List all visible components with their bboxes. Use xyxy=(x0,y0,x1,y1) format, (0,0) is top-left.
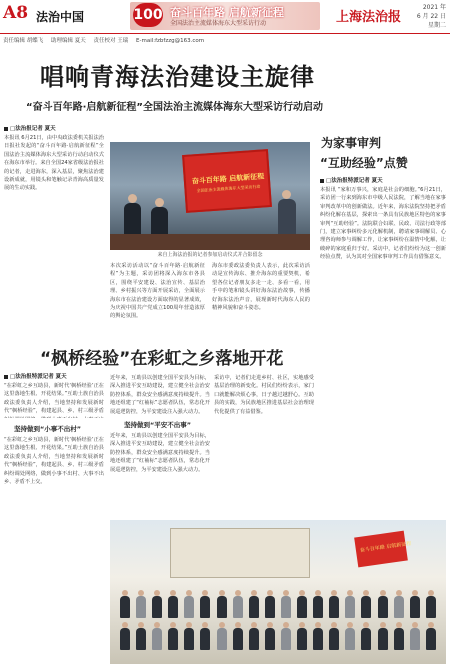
masthead-divider xyxy=(0,33,450,34)
person xyxy=(184,628,194,650)
photo-back-row xyxy=(120,596,436,618)
main-subhead: “奋斗百年路·启航新征程”全国法治主流媒体海东大型采访行动启动 xyxy=(26,102,323,113)
person xyxy=(152,628,162,650)
right-article-byline: □法治报特派记者 夏天 xyxy=(320,176,383,184)
article1-column-3: 海东市委政法委负责人表示，此次采访活动是宣传海东、推介海东的重要契机，希望各位记者朋友多走一走、多看一看，用手中的笔和镜头讲好海东法治故事，传播好海东法治声音，展现新时代海东人民的精神风貌和奋斗姿态。 xyxy=(212,263,310,312)
person xyxy=(233,628,243,650)
person-head xyxy=(155,198,164,207)
right-article-body: 本报讯 “家和万事兴，家庭是社会的细胞。”6月21日，采访团一行来到海东市中级人民法院，了解当地在家事审判改革中的创新做法。近年来，海东法院坚持把矛盾纠纷化解在基层，探索出一条具有民族地区特色的家事审判“互助经验”。法院联合妇联、民政、司法行政等部门，建立家事纠纷多元化解机制，聘请家事调解员、心理咨询师参与调解工作，让家事纠纷在温情中化解，让破碎的家庭重归于好。采访中，记者们纷纷为这一创新经验点赞，认为其对全国家事审判工作具有借鉴意义。 xyxy=(320,187,446,261)
article2-column-1: “在彩虹之乡互助县，新时代‘枫桥经验’正在这里落地生根、开花结果。”互助土族自治县政法委负责人介绍，当地坚持和发展新时代“枫桥经验”，构建起县、乡、村三级矛盾纠纷调处网络，做到小事不出村、大事不出乡、矛盾不上交。 xyxy=(4,437,104,486)
person xyxy=(184,596,194,618)
credit-email: E-mail:fzbfzzg@163.com xyxy=(136,38,205,44)
person xyxy=(426,596,436,618)
group-photo xyxy=(110,520,446,664)
page-number: A8 xyxy=(3,3,29,23)
person xyxy=(200,628,210,650)
banner-subtitle: 全国法治主流媒体海东大型采访行动 xyxy=(170,20,267,27)
person xyxy=(426,628,436,650)
person xyxy=(394,596,404,618)
person xyxy=(361,596,371,618)
editor-credits xyxy=(3,36,447,45)
person xyxy=(120,628,130,650)
article1-column-1: 本报讯 6月21日，由中央政法委机关报法治日报社发起的“奋斗百年路·启航新征程”全国法治主流媒体海东大型采访行动启动仪式在海东市举行。来自全国24家省级法治报社的记者，走进海东，深入基层，聚焦法治建设新成就，用镜头和笔触记录青海高质量发展的生动实践。 xyxy=(4,135,104,192)
photo1-caption: 来自上海法治报的记者参加启动仪式并合影留念 xyxy=(157,252,263,258)
person xyxy=(297,596,307,618)
person xyxy=(329,596,339,618)
article2-column-3: 采访中，记者们走进乡村、社区，实地感受基层治理的新变化。村民们纷纷表示，家门口就能解决烦心事，日子越过越舒心。互助县的实践，为民族地区推进基层社会治理现代化提供了有益借鉴。 xyxy=(214,375,314,415)
issue-date xyxy=(417,3,446,30)
person xyxy=(136,628,146,650)
person xyxy=(120,596,130,618)
person xyxy=(217,596,227,618)
section-name: 法治中国 xyxy=(36,10,85,24)
red-banner xyxy=(182,149,272,213)
section-heading-2: 坚持做到“平安不出事” xyxy=(124,421,192,429)
right-article-title-line1: 为家事审判 xyxy=(321,136,382,150)
article2-column-2: 近年来，互助县以创建全国平安县为目标，深入推进平安互助建设，建立健全社会治安防控体系，群众安全感满意度持续提升。当地还组建了“红袖标”志愿者队伍，常态化开展巡逻防控，为平安建设注入强大动力。 xyxy=(110,433,210,473)
person xyxy=(410,628,420,650)
person xyxy=(410,596,420,618)
date-year: 2021 年 xyxy=(422,4,446,11)
building xyxy=(170,528,310,578)
launch-ceremony-photo xyxy=(110,142,310,250)
credit-item: 责任校对 王瑞 xyxy=(93,38,129,44)
person xyxy=(249,596,259,618)
person xyxy=(152,596,162,618)
person xyxy=(378,628,388,650)
banner-text: 奋斗百年路 启航新征程 xyxy=(191,172,265,186)
person-head xyxy=(282,190,291,199)
person xyxy=(345,596,355,618)
person xyxy=(313,628,323,650)
person xyxy=(394,628,404,650)
article2-column-2-intro: 近年来，互助县以创建全国平安县为目标，深入推进平安互助建设，建立健全社会治安防控体系，群众安全感满意度持续提升。当地还组建了“红袖标”志愿者队伍，常态化开展巡逻防控，为平安建设注入强大动力。 xyxy=(110,375,210,414)
person xyxy=(249,628,259,650)
article2-byline: □法治报特派记者 夏天 xyxy=(4,372,67,380)
article1-byline: □法治报记者 夏天 xyxy=(4,124,56,132)
credit-item: 助理编辑 夏天 xyxy=(51,38,86,44)
anniversary-badge: 100 xyxy=(133,3,163,27)
credit-item: 责任编辑 胡蝶飞 xyxy=(3,38,44,44)
podium-table xyxy=(110,234,310,250)
person xyxy=(265,628,275,650)
person xyxy=(136,596,146,618)
person xyxy=(168,596,178,618)
person xyxy=(281,596,291,618)
person xyxy=(361,628,371,650)
main-headline: 唱响青海法治建设主旋律 xyxy=(40,63,315,91)
person xyxy=(217,628,227,650)
person xyxy=(281,628,291,650)
second-headline: “枫桥经验”在彩虹之乡落地开花 xyxy=(40,349,284,369)
newspaper-logo: 上海法治报 xyxy=(336,10,402,25)
date-week: 星期二 xyxy=(427,22,446,29)
person xyxy=(345,628,355,650)
person-head xyxy=(128,194,137,203)
flag-text: 奋斗百年路 启航新征程 xyxy=(359,540,412,554)
banner-slogan: 奋斗百年路 启航新征程 xyxy=(170,6,284,19)
masthead xyxy=(0,0,450,36)
person xyxy=(297,628,307,650)
person xyxy=(233,596,243,618)
right-article-title-line2: “互助经验”点赞 xyxy=(320,156,408,170)
person xyxy=(378,596,388,618)
red-flag-banner xyxy=(354,531,412,568)
person xyxy=(313,596,323,618)
person xyxy=(329,628,339,650)
article2-column-1-intro: “在彩虹之乡互助县，新时代‘枫桥经验’正在这里落地生根、开花结果。”互助土族自治县政法委负责人介绍，当地坚持和发展新时代“枫桥经验”，构建起县、乡、村三级矛盾 xyxy=(4,383,104,415)
photo-front-row xyxy=(120,628,436,650)
person xyxy=(168,628,178,650)
date-day: 6 月 22 日 xyxy=(416,13,446,20)
section-heading-1: 坚持做到“小事不出村” xyxy=(14,425,82,433)
person xyxy=(200,596,210,618)
person xyxy=(265,596,275,618)
article1-column-2: 本次采访活动以“奋斗百年路·启航新征程”为主题，采访团将深入海东市各县区，围绕平安建设、法治宣传、基层治理、乡村振兴等方面开展采访，全面展示海东市在法治建设方面取得的显著成效，为庆祝中国共产党成立100周年营造浓厚的舆论氛围。 xyxy=(110,263,205,320)
banner-subtext: 全国法治主流媒体海东大型采访行动 xyxy=(196,183,261,194)
